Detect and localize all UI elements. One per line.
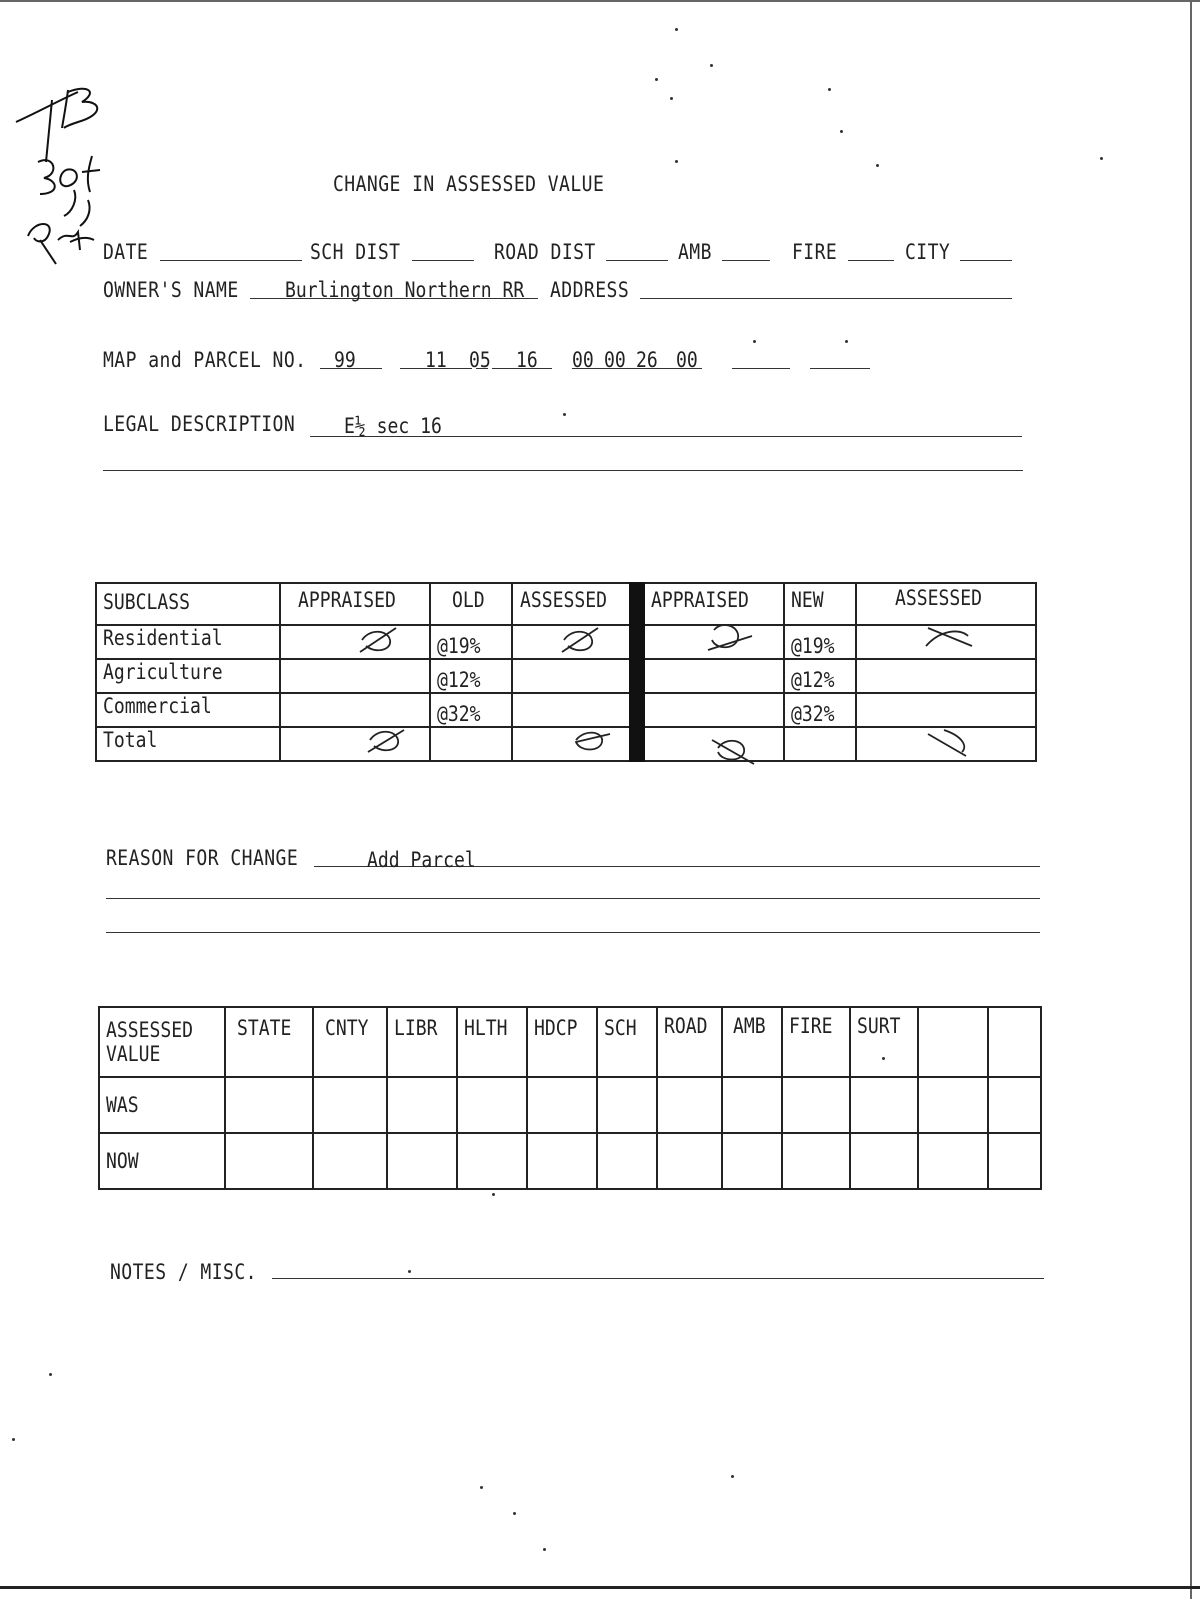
scan-speck bbox=[513, 1512, 516, 1515]
table-cell[interactable] bbox=[657, 1077, 722, 1133]
table-cell[interactable] bbox=[225, 1077, 313, 1133]
table-cell[interactable] bbox=[988, 1077, 1041, 1133]
map-parcel-label: MAP and PARCEL NO. bbox=[103, 348, 307, 372]
table-cell[interactable] bbox=[782, 1077, 850, 1133]
scan-speck bbox=[675, 28, 678, 31]
col-amb: AMB bbox=[722, 1007, 782, 1077]
scan-speck bbox=[408, 1270, 411, 1273]
col-cnty: CNTY bbox=[313, 1007, 387, 1077]
scan-speck bbox=[710, 64, 713, 67]
table-cell[interactable] bbox=[918, 1077, 988, 1133]
scan-speck bbox=[753, 340, 756, 343]
scan-speck bbox=[876, 164, 879, 167]
amb-label: AMB bbox=[678, 240, 712, 264]
col-hdcp: HDCP bbox=[527, 1007, 597, 1077]
table-cell[interactable] bbox=[457, 1077, 527, 1133]
parcel-part-5: 00 bbox=[572, 348, 594, 372]
date-label: DATE bbox=[103, 240, 149, 264]
scan-speck bbox=[675, 160, 678, 163]
scan-speck bbox=[480, 1486, 483, 1489]
parcel-part-6: 00 bbox=[604, 348, 626, 372]
reason-line-3[interactable] bbox=[106, 932, 1040, 933]
parcel-part-8: 00 bbox=[676, 348, 698, 372]
table-cell[interactable] bbox=[527, 1077, 597, 1133]
subclass-name: Agriculture bbox=[96, 659, 280, 693]
scan-speck bbox=[49, 1373, 52, 1376]
parcel-part-2: 11 bbox=[425, 348, 447, 372]
table-cell[interactable] bbox=[722, 1077, 782, 1133]
reason-line-2[interactable] bbox=[106, 898, 1040, 899]
scan-speck bbox=[12, 1438, 15, 1441]
page-bottom-edge bbox=[0, 1586, 1200, 1589]
subclass-name: Residential bbox=[96, 625, 280, 659]
scan-speck bbox=[563, 413, 566, 416]
table-row bbox=[99, 1133, 1041, 1189]
subclass-name: Commercial bbox=[96, 693, 280, 727]
scan-speck bbox=[828, 88, 831, 91]
header-subclass: SUBCLASS bbox=[96, 583, 280, 625]
table-cell[interactable] bbox=[918, 1133, 988, 1189]
legal-description-label: LEGAL DESCRIPTION bbox=[103, 412, 296, 436]
reason-value: Add Parcel bbox=[367, 848, 476, 872]
table-cell[interactable] bbox=[657, 1133, 722, 1189]
road-dist-label: ROAD DIST bbox=[494, 240, 596, 264]
header-new-assessed: ASSESSED bbox=[856, 583, 1036, 625]
new-rate-cell: @32% bbox=[784, 693, 856, 727]
row-label-was: WAS bbox=[99, 1077, 225, 1133]
new-rate-cell: @19% bbox=[784, 625, 856, 659]
scan-speck bbox=[1100, 157, 1103, 160]
table-row bbox=[99, 1077, 1041, 1133]
form-title: CHANGE IN ASSESSED VALUE bbox=[333, 172, 605, 196]
header-new: NEW bbox=[784, 583, 856, 625]
subclass-name: Total bbox=[96, 727, 280, 761]
old-rate-cell: @19% bbox=[430, 625, 512, 659]
legal-description-value: E½ sec 16 bbox=[344, 414, 442, 438]
col-blank-2 bbox=[988, 1007, 1041, 1077]
city-label: CITY bbox=[905, 240, 951, 264]
table-cell[interactable] bbox=[597, 1133, 657, 1189]
scan-speck bbox=[882, 1057, 885, 1060]
assessed-value-corner: ASSESSED VALUE bbox=[99, 1007, 225, 1077]
notes-label: NOTES / MISC. bbox=[110, 1260, 257, 1284]
owner-name-value: Burlington Northern RR bbox=[285, 278, 525, 302]
table-cell[interactable] bbox=[225, 1133, 313, 1189]
scan-speck bbox=[492, 1193, 495, 1196]
header-old-assessed: ASSESSED bbox=[512, 583, 637, 625]
table-cell[interactable] bbox=[313, 1133, 387, 1189]
table-cell[interactable] bbox=[457, 1133, 527, 1189]
reason-label: REASON FOR CHANGE bbox=[106, 846, 299, 870]
row-label-now: NOW bbox=[99, 1133, 225, 1189]
scan-speck bbox=[731, 1475, 734, 1478]
table-cell[interactable] bbox=[988, 1133, 1041, 1189]
table-cell[interactable] bbox=[850, 1077, 918, 1133]
col-state: STATE bbox=[225, 1007, 313, 1077]
table-cell[interactable] bbox=[722, 1133, 782, 1189]
scan-speck bbox=[670, 97, 673, 100]
parcel-part-3: 05 bbox=[469, 348, 491, 372]
header-new-appraised: APPRAISED bbox=[637, 583, 784, 625]
parcel-part-7: 26 bbox=[636, 348, 658, 372]
table-cell[interactable] bbox=[387, 1077, 457, 1133]
fire-label: FIRE bbox=[792, 240, 838, 264]
parcel-part-1: 99 bbox=[334, 348, 356, 372]
col-road: ROAD bbox=[657, 1007, 722, 1077]
col-blank-1 bbox=[918, 1007, 988, 1077]
table-cell[interactable] bbox=[313, 1077, 387, 1133]
scan-speck bbox=[543, 1548, 546, 1551]
scan-speck bbox=[840, 130, 843, 133]
scan-speck bbox=[655, 78, 658, 81]
table-cell[interactable] bbox=[850, 1133, 918, 1189]
table-cell[interactable] bbox=[387, 1133, 457, 1189]
new-rate-cell: @12% bbox=[784, 659, 856, 693]
header-old: OLD bbox=[430, 583, 512, 625]
col-surt: SURT bbox=[850, 1007, 918, 1077]
sch-dist-label: SCH DIST bbox=[310, 240, 401, 264]
header-old-appraised: APPRAISED bbox=[280, 583, 430, 625]
assessed-value-table bbox=[98, 1006, 1042, 1190]
table-cell[interactable] bbox=[597, 1077, 657, 1133]
notes-field[interactable] bbox=[272, 1278, 1044, 1279]
table-cell[interactable] bbox=[527, 1133, 597, 1189]
old-rate-cell: @12% bbox=[430, 659, 512, 693]
col-sch: SCH bbox=[597, 1007, 657, 1077]
table-cell[interactable] bbox=[782, 1133, 850, 1189]
col-fire: FIRE bbox=[782, 1007, 850, 1077]
address-label: ADDRESS bbox=[550, 278, 630, 302]
owner-name-label: OWNER'S NAME bbox=[103, 278, 239, 302]
col-hlth: HLTH bbox=[457, 1007, 527, 1077]
parcel-part-4: 16 bbox=[516, 348, 538, 372]
old-rate-cell: @32% bbox=[430, 693, 512, 727]
scan-speck bbox=[845, 340, 848, 343]
col-libr: LIBR bbox=[387, 1007, 457, 1077]
